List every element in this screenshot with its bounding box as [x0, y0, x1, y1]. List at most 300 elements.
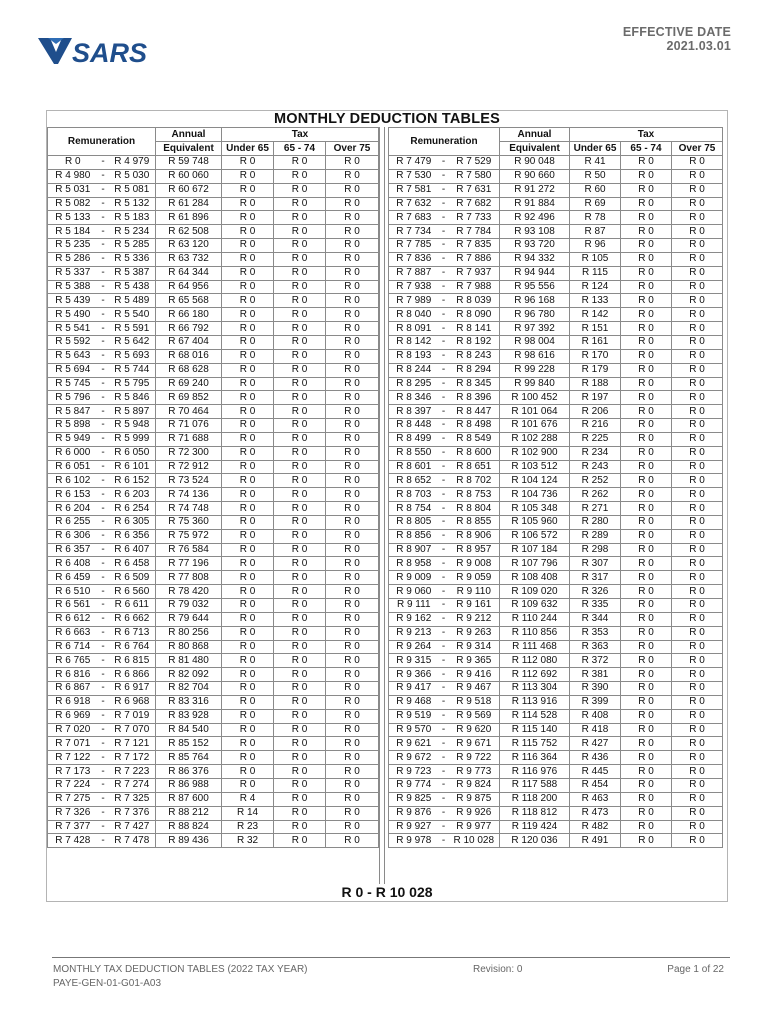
tax-under-65: R 0	[222, 723, 274, 737]
remuneration-from: R 5 694	[48, 363, 98, 377]
tax-over-75: R 0	[672, 460, 723, 474]
range-dash: -	[439, 266, 449, 280]
footer-doc-code: PAYE-GEN-01-G01-A03	[53, 978, 162, 989]
remuneration-from: R 7 428	[48, 834, 98, 848]
tax-65-74: R 0	[621, 654, 672, 668]
tax-over-75: R 0	[326, 668, 379, 682]
remuneration-from: R 7 071	[48, 737, 98, 751]
annual-equivalent: R 102 900	[500, 446, 570, 460]
table-row	[48, 308, 379, 322]
annual-equivalent: R 86 988	[156, 778, 222, 792]
remuneration-from: R 7 326	[48, 806, 98, 820]
tax-65-74: R 0	[621, 668, 672, 682]
remuneration-to: R 8 294	[449, 363, 500, 377]
remuneration-from: R 5 082	[48, 197, 98, 211]
tax-65-74: R 0	[621, 778, 672, 792]
table-row	[389, 156, 723, 170]
tax-over-75: R 0	[672, 405, 723, 419]
tax-over-75: R 0	[326, 419, 379, 433]
tax-under-65: R 4	[222, 792, 274, 806]
remuneration-to: R 9 722	[449, 751, 500, 765]
tax-under-65: R 363	[570, 640, 621, 654]
over75-header: Over 75	[326, 142, 379, 156]
remuneration-from: R 7 581	[389, 183, 439, 197]
tax-over-75: R 0	[672, 640, 723, 654]
remuneration-from: R 8 550	[389, 446, 439, 460]
annual-equivalent: R 109 020	[500, 585, 570, 599]
remuneration-from: R 5 898	[48, 419, 98, 433]
tax-under-65: R 271	[570, 502, 621, 516]
tax-65-74: R 0	[621, 612, 672, 626]
table-row	[48, 405, 379, 419]
tax-under-65: R 418	[570, 723, 621, 737]
tax-over-75: R 0	[326, 792, 379, 806]
annual-equivalent: R 66 180	[156, 308, 222, 322]
tax-65-74: R 0	[621, 419, 672, 433]
annual-equivalent: R 112 692	[500, 668, 570, 682]
remuneration-to: R 8 141	[449, 322, 500, 336]
remuneration-from: R 5 235	[48, 239, 98, 253]
remuneration-to: R 8 345	[449, 377, 500, 391]
remuneration-to: R 6 152	[109, 474, 156, 488]
tax-65-74: R 0	[274, 571, 326, 585]
tax-65-74: R 0	[274, 474, 326, 488]
remuneration-to: R 7 325	[109, 792, 156, 806]
tax-under-65: R 317	[570, 571, 621, 585]
remuneration-from: R 5 745	[48, 377, 98, 391]
remuneration-from: R 5 031	[48, 183, 98, 197]
annual-equivalent: R 94 332	[500, 252, 570, 266]
range-dash: -	[98, 502, 109, 516]
tax-over-75: R 0	[326, 529, 379, 543]
table-row	[48, 557, 379, 571]
tax-over-75: R 0	[672, 612, 723, 626]
annual-equivalent: R 88 212	[156, 806, 222, 820]
under65-header: Under 65	[570, 142, 621, 156]
tax-over-75: R 0	[326, 571, 379, 585]
remuneration-to: R 6 203	[109, 488, 156, 502]
annual-equivalent: R 98 616	[500, 349, 570, 363]
remuneration-from: R 8 703	[389, 488, 439, 502]
remuneration-to: R 8 192	[449, 335, 500, 349]
remuneration-from: R 6 408	[48, 557, 98, 571]
tax-over-75: R 0	[672, 529, 723, 543]
table-row	[389, 820, 723, 834]
remuneration-from: R 8 193	[389, 349, 439, 363]
tax-under-65: R 0	[222, 252, 274, 266]
remuneration-from: R 6 357	[48, 543, 98, 557]
table-row	[389, 432, 723, 446]
remuneration-from: R 6 969	[48, 709, 98, 723]
tax-under-65: R 0	[222, 280, 274, 294]
range-dash: -	[98, 778, 109, 792]
range-dash: -	[439, 197, 449, 211]
range-dash: -	[439, 460, 449, 474]
tax-under-65: R 234	[570, 446, 621, 460]
table-row	[48, 751, 379, 765]
annual-equivalent: R 94 944	[500, 266, 570, 280]
table-row	[389, 654, 723, 668]
tax-65-74: R 0	[274, 419, 326, 433]
tax-over-75: R 0	[672, 488, 723, 502]
tax-over-75: R 0	[672, 432, 723, 446]
annual-equivalent: R 112 080	[500, 654, 570, 668]
range-dash: -	[439, 308, 449, 322]
remuneration-to: R 8 855	[449, 515, 500, 529]
tax-65-74: R 0	[621, 626, 672, 640]
remuneration-from: R 5 133	[48, 211, 98, 225]
tax-under-65: R 0	[222, 765, 274, 779]
range-dash: -	[439, 156, 449, 170]
tax-over-75: R 0	[672, 571, 723, 585]
tax-header: Tax	[570, 128, 723, 142]
table-row	[48, 239, 379, 253]
annual-equivalent: R 93 108	[500, 225, 570, 239]
range-dash: -	[439, 239, 449, 253]
remuneration-from: R 5 643	[48, 349, 98, 363]
tax-over-75: R 0	[326, 543, 379, 557]
remuneration-to: R 6 407	[109, 543, 156, 557]
table-row	[389, 488, 723, 502]
remuneration-to: R 6 458	[109, 557, 156, 571]
annual-equivalent: R 65 568	[156, 294, 222, 308]
range-dash: -	[98, 391, 109, 405]
tax-65-74: R 0	[274, 792, 326, 806]
table-row	[48, 335, 379, 349]
remuneration-from: R 6 714	[48, 640, 98, 654]
tax-under-65: R 0	[222, 335, 274, 349]
annual-equivalent: R 60 060	[156, 169, 222, 183]
remuneration-from: R 9 774	[389, 778, 439, 792]
annual-equivalent: R 80 256	[156, 626, 222, 640]
remuneration-from: R 5 184	[48, 225, 98, 239]
range-dash: -	[439, 225, 449, 239]
tax-under-65: R 0	[222, 515, 274, 529]
remuneration-from: R 6 153	[48, 488, 98, 502]
table-row	[389, 239, 723, 253]
remuneration-to: R 7 172	[109, 751, 156, 765]
tax-under-65: R 0	[222, 446, 274, 460]
tax-65-74: R 0	[621, 571, 672, 585]
tax-65-74: R 0	[274, 335, 326, 349]
remuneration-from: R 5 337	[48, 266, 98, 280]
annual-equivalent: R 115 752	[500, 737, 570, 751]
table-row	[48, 419, 379, 433]
tax-under-65: R 408	[570, 709, 621, 723]
range-dash: -	[98, 792, 109, 806]
annual-equivalent: R 101 676	[500, 419, 570, 433]
tax-65-74: R 0	[621, 322, 672, 336]
tax-65-74: R 0	[621, 834, 672, 848]
remuneration-to: R 5 948	[109, 419, 156, 433]
remuneration-to: R 10 028	[449, 834, 500, 848]
table-row	[389, 599, 723, 613]
tax-under-65: R 399	[570, 695, 621, 709]
tax-65-74: R 0	[274, 695, 326, 709]
tax-under-65: R 115	[570, 266, 621, 280]
tax-under-65: R 142	[570, 308, 621, 322]
tax-under-65: R 289	[570, 529, 621, 543]
tax-65-74: R 0	[621, 488, 672, 502]
tax-under-65: R 0	[222, 432, 274, 446]
tax-under-65: R 454	[570, 778, 621, 792]
annual-equivalent: R 69 240	[156, 377, 222, 391]
remuneration-from: R 6 255	[48, 515, 98, 529]
table-row	[48, 156, 379, 170]
remuneration-from: R 7 836	[389, 252, 439, 266]
tax-65-74: R 0	[621, 156, 672, 170]
table-row	[389, 280, 723, 294]
footer-revision: Revision: 0	[473, 964, 523, 975]
range-dash: -	[98, 654, 109, 668]
remuneration-to: R 6 662	[109, 612, 156, 626]
range-dash: -	[98, 695, 109, 709]
table-row	[389, 419, 723, 433]
remuneration-from: R 8 397	[389, 405, 439, 419]
remuneration-from: R 7 479	[389, 156, 439, 170]
range-dash: -	[98, 280, 109, 294]
annual-equivalent: R 69 852	[156, 391, 222, 405]
annual-equivalent: R 117 588	[500, 778, 570, 792]
range-dash: -	[439, 543, 449, 557]
table-row	[48, 197, 379, 211]
annual-equivalent: R 85 764	[156, 751, 222, 765]
annual-equivalent: R 110 856	[500, 626, 570, 640]
annual-equivalent: R 86 376	[156, 765, 222, 779]
remuneration-from: R 7 377	[48, 820, 98, 834]
remuneration-to: R 5 438	[109, 280, 156, 294]
remuneration-from: R 8 346	[389, 391, 439, 405]
range-dash: -	[439, 474, 449, 488]
remuneration-to: R 6 611	[109, 599, 156, 613]
range-dash: -	[98, 335, 109, 349]
remuneration-to: R 9 926	[449, 806, 500, 820]
remuneration-to: R 7 070	[109, 723, 156, 737]
annual-equivalent: R 116 364	[500, 751, 570, 765]
remuneration-to: R 8 090	[449, 308, 500, 322]
effective-date-value: 2021.03.01	[666, 39, 731, 53]
range-dash: -	[439, 335, 449, 349]
tax-65-74: R 0	[274, 308, 326, 322]
table-row	[389, 225, 723, 239]
remuneration-to: R 7 631	[449, 183, 500, 197]
tax-over-75: R 0	[672, 239, 723, 253]
tax-over-75: R 0	[672, 820, 723, 834]
annual-equivalent: R 82 092	[156, 668, 222, 682]
table-row	[48, 432, 379, 446]
table-row	[48, 266, 379, 280]
annual-equivalent: R 99 840	[500, 377, 570, 391]
annual-equivalent: R 74 748	[156, 502, 222, 516]
tax-over-75: R 0	[672, 765, 723, 779]
tax-over-75: R 0	[326, 349, 379, 363]
annual-equivalent: R 118 200	[500, 792, 570, 806]
annual-equivalent: R 75 360	[156, 515, 222, 529]
annual-equivalent: R 72 912	[156, 460, 222, 474]
tax-under-65: R 41	[570, 156, 621, 170]
remuneration-to: R 6 305	[109, 515, 156, 529]
remuneration-to: R 9 671	[449, 737, 500, 751]
annual-equivalent: R 79 644	[156, 612, 222, 626]
tax-over-75: R 0	[326, 280, 379, 294]
tax-over-75: R 0	[672, 474, 723, 488]
table-row	[48, 612, 379, 626]
range-dash: -	[439, 723, 449, 737]
annual-equivalent: R 113 916	[500, 695, 570, 709]
tax-over-75: R 0	[326, 266, 379, 280]
annual-equivalent: R 89 436	[156, 834, 222, 848]
table-row	[389, 252, 723, 266]
remuneration-to: R 5 795	[109, 377, 156, 391]
tax-over-75: R 0	[672, 266, 723, 280]
remuneration-from: R 5 439	[48, 294, 98, 308]
remuneration-to: R 8 804	[449, 502, 500, 516]
range-dash: -	[439, 820, 449, 834]
annual-equivalent: R 104 736	[500, 488, 570, 502]
range-dash: -	[439, 654, 449, 668]
tax-over-75: R 0	[326, 391, 379, 405]
tax-under-65: R 0	[222, 183, 274, 197]
tax-over-75: R 0	[672, 211, 723, 225]
tax-under-65: R 436	[570, 751, 621, 765]
tax-over-75: R 0	[326, 156, 379, 170]
annual-equivalent: R 88 824	[156, 820, 222, 834]
tax-under-65: R 0	[222, 709, 274, 723]
table-row	[389, 737, 723, 751]
annual-header: Annual	[156, 128, 222, 142]
deduction-table-right	[388, 127, 723, 848]
table-row	[48, 225, 379, 239]
tax-under-65: R 133	[570, 294, 621, 308]
tax-under-65: R 0	[222, 668, 274, 682]
tax-65-74: R 0	[274, 529, 326, 543]
remuneration-from: R 8 805	[389, 515, 439, 529]
tax-65-74: R 0	[621, 709, 672, 723]
tax-under-65: R 0	[222, 502, 274, 516]
range-dash: -	[439, 709, 449, 723]
range-dash: -	[439, 322, 449, 336]
remuneration-from: R 8 142	[389, 335, 439, 349]
annual-equivalent: R 92 496	[500, 211, 570, 225]
annual-equivalent: R 99 228	[500, 363, 570, 377]
remuneration-to: R 7 019	[109, 709, 156, 723]
remuneration-from: R 9 417	[389, 682, 439, 696]
range-dash: -	[98, 806, 109, 820]
tax-under-65: R 473	[570, 806, 621, 820]
footer-page-number: Page 1 of 22	[667, 964, 724, 975]
range-dash: -	[98, 709, 109, 723]
remuneration-to: R 8 600	[449, 446, 500, 460]
tax-under-65: R 69	[570, 197, 621, 211]
range-dash: -	[98, 515, 109, 529]
tax-65-74: R 0	[621, 363, 672, 377]
table-row	[389, 778, 723, 792]
range-dash: -	[439, 599, 449, 613]
tax-over-75: R 0	[672, 682, 723, 696]
tax-under-65: R 105	[570, 252, 621, 266]
tax-under-65: R 0	[222, 294, 274, 308]
footer-doc-title: MONTHLY TAX DEDUCTION TABLES (2022 TAX YEAR)	[53, 964, 308, 975]
annual-equivalent: R 74 136	[156, 488, 222, 502]
remuneration-from: R 9 825	[389, 792, 439, 806]
remuneration-from: R 7 734	[389, 225, 439, 239]
annual-equivalent: R 76 584	[156, 543, 222, 557]
table-row	[389, 751, 723, 765]
tax-65-74: R 0	[274, 585, 326, 599]
tax-65-74: R 0	[274, 322, 326, 336]
tax-over-75: R 0	[326, 640, 379, 654]
range-dash: -	[98, 294, 109, 308]
annual-equivalent: R 59 748	[156, 156, 222, 170]
tax-65-74: R 0	[621, 737, 672, 751]
tax-65-74: R 0	[621, 599, 672, 613]
table-row	[48, 363, 379, 377]
tax-under-65: R 0	[222, 695, 274, 709]
tax-under-65: R 0	[222, 654, 274, 668]
tax-under-65: R 50	[570, 169, 621, 183]
annual-equivalent: R 97 392	[500, 322, 570, 336]
range-dash: -	[439, 252, 449, 266]
remuneration-to: R 5 489	[109, 294, 156, 308]
remuneration-to: R 9 161	[449, 599, 500, 613]
remuneration-from: R 6 816	[48, 668, 98, 682]
remuneration-from: R 8 295	[389, 377, 439, 391]
range-dash: -	[98, 543, 109, 557]
remuneration-from: R 6 612	[48, 612, 98, 626]
tax-under-65: R 344	[570, 612, 621, 626]
remuneration-to: R 7 733	[449, 211, 500, 225]
remuneration-to: R 6 764	[109, 640, 156, 654]
annual-equivalent: R 71 076	[156, 419, 222, 433]
table-row	[389, 211, 723, 225]
table-row	[48, 640, 379, 654]
remuneration-from: R 9 927	[389, 820, 439, 834]
table-row	[389, 640, 723, 654]
range-dash: -	[98, 612, 109, 626]
table-row	[389, 765, 723, 779]
tax-65-74: R 0	[621, 335, 672, 349]
remuneration-from: R 9 213	[389, 626, 439, 640]
remuneration-from: R 7 938	[389, 280, 439, 294]
remuneration-to: R 9 569	[449, 709, 500, 723]
range-dash: -	[98, 474, 109, 488]
table-row	[48, 571, 379, 585]
tax-65-74: R 0	[621, 792, 672, 806]
tax-under-65: R 124	[570, 280, 621, 294]
range-dash: -	[439, 183, 449, 197]
remuneration-to: R 9 518	[449, 695, 500, 709]
table-row	[389, 723, 723, 737]
tax-65-74: R 0	[621, 460, 672, 474]
tax-under-65: R 151	[570, 322, 621, 336]
tax-65-74: R 0	[274, 709, 326, 723]
range-dash: -	[98, 405, 109, 419]
tax-under-65: R 0	[222, 543, 274, 557]
table-row	[48, 682, 379, 696]
table-row	[389, 169, 723, 183]
table-row	[389, 529, 723, 543]
table-row	[389, 543, 723, 557]
remuneration-to: R 9 365	[449, 654, 500, 668]
tax-over-75: R 0	[672, 391, 723, 405]
tax-over-75: R 0	[672, 183, 723, 197]
remuneration-to: R 8 396	[449, 391, 500, 405]
tax-over-75: R 0	[326, 239, 379, 253]
tax-over-75: R 0	[326, 806, 379, 820]
range-dash: -	[98, 585, 109, 599]
tax-over-75: R 0	[672, 225, 723, 239]
table-row	[389, 363, 723, 377]
